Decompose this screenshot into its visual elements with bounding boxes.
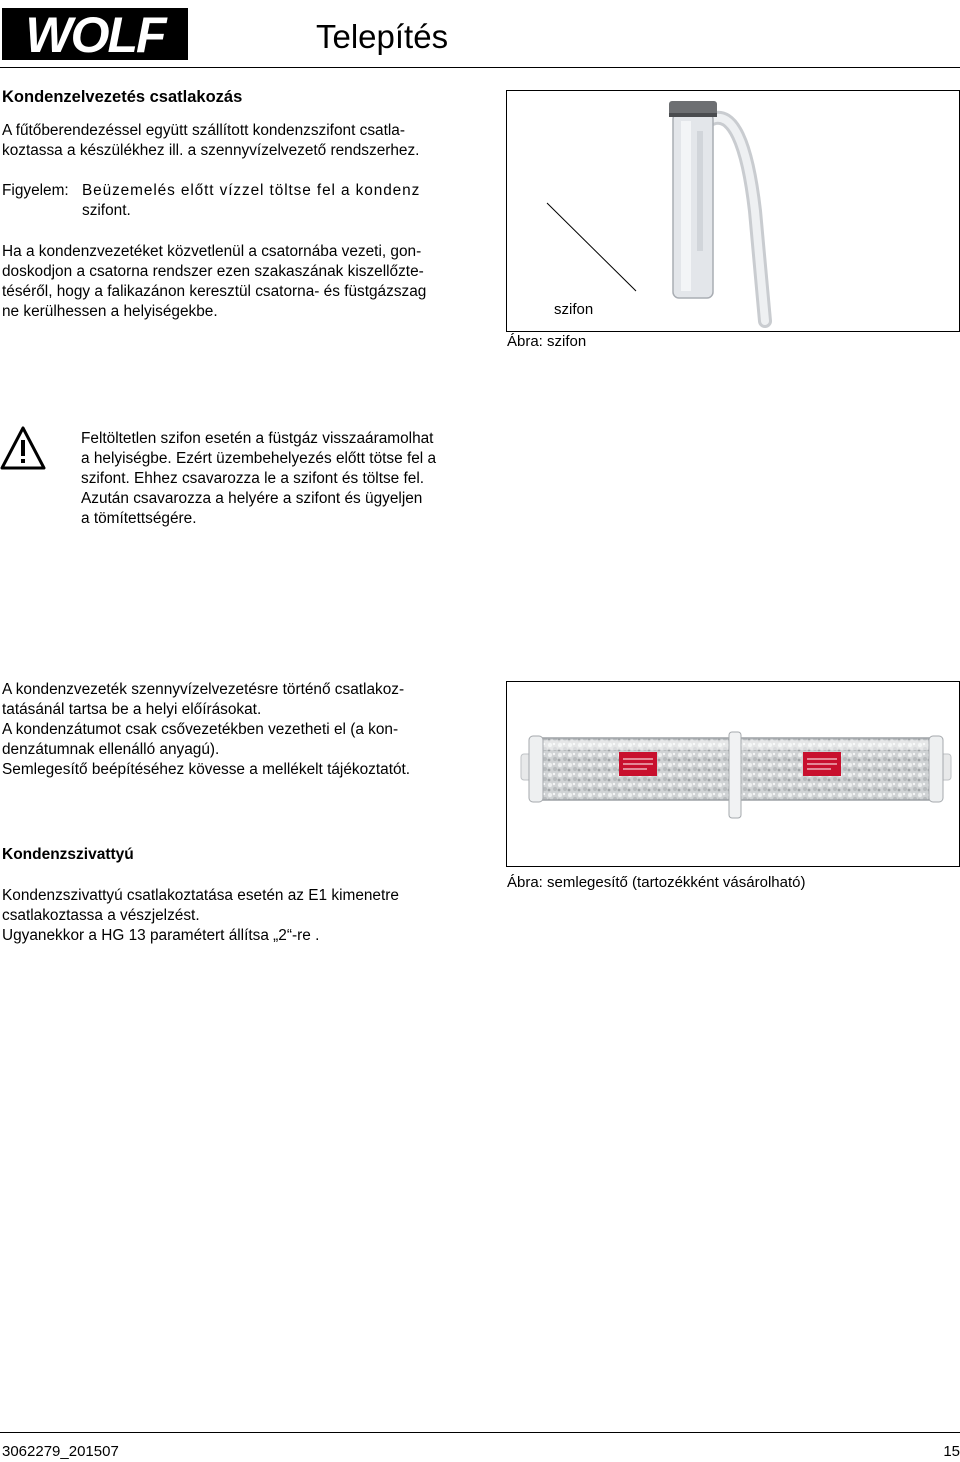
text-line: koztassa a készülékhez ill. a szennyvízelvezető rendszerhez.	[2, 142, 420, 159]
section-heading-kondenzszivattyu: Kondenzszivattyú	[2, 846, 134, 863]
text-line: Feltöltetlen szifon esetén a füstgáz visszaáramolhat	[81, 430, 434, 447]
neutralizer-figure-frame	[506, 681, 960, 867]
ventilation-paragraph	[2, 242, 462, 322]
siphon-figure-frame	[506, 90, 960, 332]
page-number: 15	[943, 1443, 960, 1460]
page-title: Telepítés	[316, 18, 449, 55]
text-line: A kondenzvezeték szennyvízelvezetésre történő csatlakoz-	[2, 681, 405, 698]
siphon-caption: Ábra: szifon	[507, 333, 587, 350]
note-block	[2, 181, 462, 221]
svg-text:WOLF: WOLF	[25, 8, 165, 60]
pump-paragraph	[2, 886, 462, 946]
wolf-logo	[2, 8, 188, 60]
text-line: ne kerülhessen a helyiségekbe.	[2, 303, 218, 320]
note-text-line: szifont.	[82, 202, 131, 219]
text-line: a helyiségbe. Ezért üzembehelyezés előtt tötse fel a	[81, 450, 437, 467]
note-text-line: Beüzemelés előtt vízzel töltse fel a kondenz	[82, 182, 421, 199]
text-line: a tömítettségére.	[81, 510, 197, 527]
warning-triangle-icon	[0, 426, 46, 470]
note-label: Figyelem:	[2, 182, 69, 199]
text-line: csatlakoztassa a vészjelzést.	[2, 907, 200, 924]
text-line: tatásánál tartsa be a helyi előírásokat.	[2, 701, 262, 718]
text-line: Semlegesítő beépítéséhez kövesse a mellékelt tájékoztatót.	[2, 761, 411, 778]
neutralizer-paragraph	[2, 680, 462, 780]
footer-rule	[0, 1432, 960, 1433]
header-rule	[0, 67, 960, 68]
warning-text	[81, 429, 471, 529]
neutralizer-caption: Ábra: semlegesítő (tartozékként vásárolható)	[507, 874, 806, 891]
intro-paragraph	[2, 121, 462, 161]
text-line: Azután csavarozza a helyére a szifont és ügyeljen	[81, 490, 423, 507]
document-number: 3062279_201507	[2, 1443, 119, 1460]
text-line: A kondenzátumot csak csővezetékben vezetheti el (a kon-	[2, 721, 399, 738]
text-line: szifont. Ehhez csavarozza le a szifont és töltse fel.	[81, 470, 425, 487]
section-heading-kondenzelvezetes: Kondenzelvezetés csatlakozás	[2, 88, 243, 106]
text-line: Kondenzszivattyú csatlakoztatása esetén az E1 kimenetre	[2, 887, 399, 904]
text-line: téséről, hogy a falikazánon keresztül csatorna- és füstgázszag	[2, 283, 427, 300]
text-line: A fűtőberendezéssel együtt szállított kondenzszifont csatla-	[2, 122, 405, 139]
text-line: denzátumnak ellenálló anyagú).	[2, 741, 220, 758]
neutralizer-illustration	[507, 682, 959, 866]
siphon-label: szifon	[554, 301, 594, 318]
text-line: Ugyanekkor a HG 13 paramétert állítsa „2“-re .	[2, 927, 320, 944]
text-line: doskodjon a csatorna rendszer ezen szakaszának kiszellőzte-	[2, 263, 424, 280]
text-line: Ha a kondenzvezetéket közvetlenül a csatornába vezeti, gon-	[2, 243, 422, 260]
siphon-illustration	[507, 91, 959, 331]
